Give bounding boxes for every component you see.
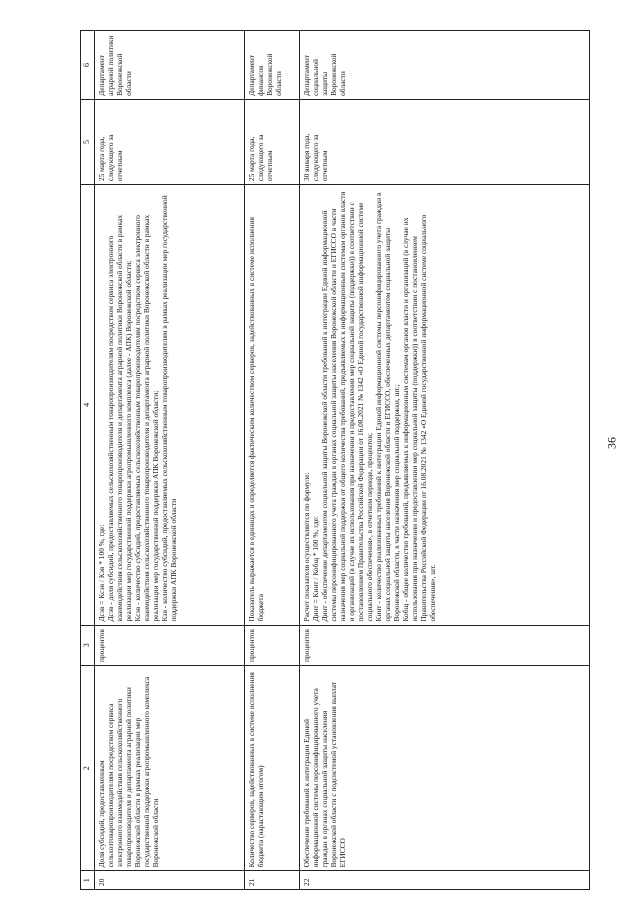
- formula-cell: [95, 185, 245, 625]
- responsible-department: Департамент финансов Воронежской области: [245, 31, 300, 100]
- formula-line: Расчет показателя осуществляется по формуле:: [302, 472, 311, 622]
- indicators-table: [80, 30, 590, 890]
- table-row: [300, 31, 590, 890]
- indicator-name: Доля субсидий, предоставленным сельхозтоваропроизводителям посредством сервиса электронного взаимодействия сельскохозяйственного товаропроизводителя и департамента аграрной политики Воронежской области в рамках реализации мер государственной поддержки агропромышленного комплекса Воронежской области: [95, 665, 245, 870]
- table-row: [95, 31, 245, 890]
- responsible-department: Департамент аграрной политики Воронежской области: [95, 31, 245, 100]
- page-number: 36: [604, 437, 619, 449]
- deadline: 30 января года, следующего за отчетным: [300, 99, 590, 184]
- formula-line: Ксэв - количество субсидий, предоставляемых сельскохозяйственным товаропроизводителям посредством сервиса электронного взаимодействия сельскохозяйственного товаропроизводителя и департамента аграрной политики Воронежской области в рамках реализации мер государственной поддержки АПК Воронежской области;: [133, 214, 161, 622]
- responsible-department: Департамент социальной защиты Воронежской области: [300, 31, 590, 100]
- column-header: 2: [81, 665, 95, 870]
- column-header: 1: [81, 871, 95, 890]
- formula-cell: [300, 185, 590, 625]
- indicator-name: Количество серверов, задействованных в системе исполнения бюджета (нарастающим итогом): [245, 665, 300, 870]
- formula-line: Кэв - количество субсидий, предоставляемых сельскохозяйственным товаропроизводителям в рамках реализации мер государственной поддержки АПК Воронежской области: [160, 195, 179, 622]
- rotated-table-wrapper: [80, 30, 590, 890]
- row-number: 20: [95, 871, 245, 890]
- formula-line: Динт - обеспечение департаментом социальной защиты Воронежской области требований к интеграции Единой информационной системы персонифицированного учета граждан в органах социальной защиты населения Воронежской области и ЕГИССО в части назначения мер социальной поддержки от общего количества требований, предъявляемых к информационным системам органов власти и организаций (в случае их использования при назначении и предоставлении мер социальной защиты (поддержки)) в соответствии с постановлением Правительства Российской Федерации от 16.08.2021 № 1342 «О Единой государственной информационной системе социального обеспечения», в отчетном периоде, процентов;: [320, 191, 375, 622]
- unit: процентов: [300, 625, 590, 665]
- deadline: 25 марта года, следующего за отчетным: [95, 99, 245, 184]
- table-row: [245, 31, 300, 890]
- row-number: 21: [245, 871, 300, 890]
- formula-line: Дсэв - доля субсидий, предоставляемых сельскохозяйственным товаропроизводителям посредством сервиса электронного взаимодействия сельскохозяйственного товаропроизводителя и департамента аграрной политики Воронежской области в рамках реализации мер государственной поддержки агропромышленного комплекса (далее - АПК) Воронежской области;: [106, 214, 134, 622]
- column-header: 6: [81, 31, 95, 100]
- unit: процентов: [245, 625, 300, 665]
- formula-line: Кинт - количество реализованных требований к интеграции Единой информационной системы персонифицированного учета граждан в органах социальной защиты населения Воронежской области и ЕГИССО, обеспеченных департаментом социальной защиты Воронежской области, в части назначения мер социальной поддержки, шт.;: [374, 192, 402, 622]
- formula-line: Кобщ - общее количество требований, предъявляемых к информационным системам органов власти и организаций (в случае их использования при назначении и предоставлении мер социальной защиты (поддержки)) в соответствии с постановлением Правительства Российской Федерации от 16.08.2021 № 1342 «О Единой государственной информационной системе социального обеспечения», шт.: [401, 214, 438, 622]
- unit: процентов: [95, 625, 245, 665]
- column-header: 3: [81, 625, 95, 665]
- column-header: 4: [81, 185, 95, 625]
- indicator-name: Обеспечение требований к интеграции Единой информационной системы персонифицированного учета граждан в органах социальной защиты населения Воронежской области с подсистемой установления выплат ЕГИССО: [300, 665, 590, 870]
- formula-line: Показатель выражается в единицах и определяется фактическим количеством серверов, задействованных в системе исполнения бюджета: [247, 217, 266, 622]
- deadline: 25 марта года, следующего за отчетным: [245, 99, 300, 184]
- row-number: 22: [300, 871, 590, 890]
- column-header: 5: [81, 99, 95, 184]
- formula-line: Дсэв = Ксэв / Кэв * 100 %, где:: [97, 524, 106, 622]
- formula-line: Динт = Кинт / Кобщ * 100 %, где:: [311, 516, 321, 622]
- table-header-row: [81, 31, 95, 890]
- formula-cell: [245, 185, 300, 625]
